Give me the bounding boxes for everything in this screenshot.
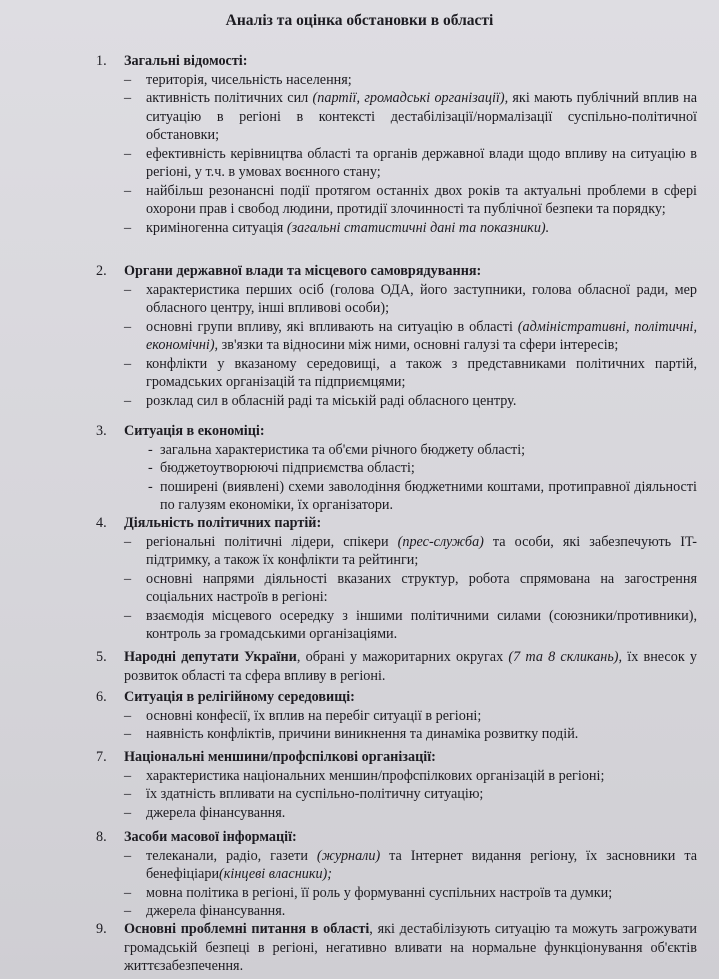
- list-item: – територія, чисельність населення;: [124, 71, 352, 88]
- section-number: 7.: [96, 749, 107, 765]
- list-item: – конфлікти у вказаному середовищі, а також з представниками політичних партій, громадських організацій та підприємцями;: [124, 355, 697, 390]
- list-item: - поширені (виявлені) схеми заволодіння бюджетними коштами, протиправної діяльності по галузям економіки, їх організатори.: [148, 478, 697, 513]
- list-item: – джерела фінансування.: [124, 903, 286, 919]
- section-7: [96, 748, 697, 822]
- list-item: – характеристика національних меншин/профспілкових організацій в регіоні;: [124, 767, 605, 784]
- section-heading: Засоби масової інформації:: [124, 829, 297, 845]
- section-heading: Народні депутати України: [124, 649, 297, 665]
- list-item: – взаємодія місцевого осередку з іншими політичними силами (союзники/противники), контроль за громадськими організаціями.: [124, 607, 697, 642]
- section-2: [96, 262, 697, 410]
- list-item: – регіональні політичні лідери, спікери (прес-служба) та особи, які забезпечують IT-підтримку, а також їх конфлікти та рейтинги;: [124, 533, 698, 568]
- list-item: – характеристика перших осіб (голова ОДА, його заступники, голова обласної ради, мер обласного центру, інші впливові особи);: [124, 281, 697, 316]
- list-item: - бюджетоутворюючі підприємства області;: [148, 460, 415, 476]
- list-item: – криміногенна ситуація (загальні статистичні дані та показники).: [124, 219, 550, 236]
- section-1: [96, 52, 697, 237]
- section-number: 8.: [96, 829, 107, 845]
- list-item: – основні групи впливу, які впливають на ситуацію в області (адміністративні, політичні, економічні), зв'язки та відносини між ними, основні галузі та сфери інтересів;: [124, 318, 697, 353]
- section-heading: Діяльність політичних партій:: [124, 515, 322, 531]
- list-item: – наявність конфліктів, причини виникнення та динаміка розвитку подій.: [124, 726, 579, 742]
- section-8: [96, 828, 697, 921]
- section-number: 1.: [96, 53, 107, 69]
- list-item: – розклад сил в обласній раді та міській раді обласного центру.: [124, 392, 517, 409]
- list-item: - загальна характеристика та об'єми річного бюджету області;: [148, 441, 526, 458]
- section-number: 9.: [96, 921, 107, 937]
- section-number: 6.: [96, 689, 107, 705]
- section-heading: Органи державної влади та місцевого самоврядування:: [124, 263, 482, 279]
- list-item: – їх здатність впливати на суспільно-політичну ситуацію;: [124, 786, 484, 802]
- section-5: 5. Народні депутати України, обрані у мажоритарних округах (7 та 8 скликань), їх внесок у розвиток області та сфера впливу в регіоні.: [96, 649, 698, 684]
- section-heading: Ситуація в релігійному середовищі:: [124, 689, 355, 705]
- list-item: – основні конфесії, їх вплив на перебіг ситуації в регіоні;: [124, 707, 482, 724]
- section-number: 3.: [96, 423, 107, 439]
- section-heading: Національні меншини/профспілкові організації:: [124, 749, 436, 765]
- list-item: – ефективність керівництва області та органів державної влади щодо впливу на ситуацію в регіоні, у т.ч. в умовах воєнного стану;: [124, 145, 697, 180]
- section-heading: Основні проблемні питання в області: [124, 921, 370, 937]
- section-number: 5.: [96, 649, 107, 665]
- section-9: 9. Основні проблемні питання в області, які дестабілізують ситуацію та можуть загрожувати громадській безпеці в регіоні, негативно вливати на нормальне функціонування об'єктів життєзабезпечення.: [96, 921, 697, 974]
- list-item: – основні напрями діяльності вказаних структур, робота спрямована на загострення соціальних настроїв в регіоні:: [124, 570, 697, 605]
- list-item: – найбільш резонансні події протягом останніх двох років та актуальні проблеми в сфері охорони прав і свобод людини, протидії злочинності та публічної безпеки та порядку;: [124, 182, 697, 217]
- list-item: – активність політичних сил (партії, громадські організації), які мають публічний вплив на ситуацію в регіоні в контексті дестабілізації/нормалізації суспільно-політичної обстановки;: [124, 90, 697, 143]
- section-number: 4.: [96, 515, 107, 531]
- list-item: – телеканали, радіо, газети (журнали) та Інтернет видання регіону, їх засновники та бенефіціари(кінцеві власники);: [124, 847, 697, 882]
- list-item: – мовна політика в регіоні, її роль у формуванні суспільних настроїв та думки;: [124, 884, 613, 901]
- section-heading: Загальні відомості:: [124, 53, 248, 69]
- section-number: 2.: [96, 263, 107, 279]
- section-3: [96, 422, 697, 515]
- section-heading: Ситуація в економіці:: [124, 423, 265, 439]
- list-item: – джерела фінансування.: [124, 804, 286, 821]
- section-4: [96, 514, 697, 644]
- page-title: Аналіз та оцінка обстановки в області: [225, 12, 494, 29]
- section-6: [96, 688, 697, 744]
